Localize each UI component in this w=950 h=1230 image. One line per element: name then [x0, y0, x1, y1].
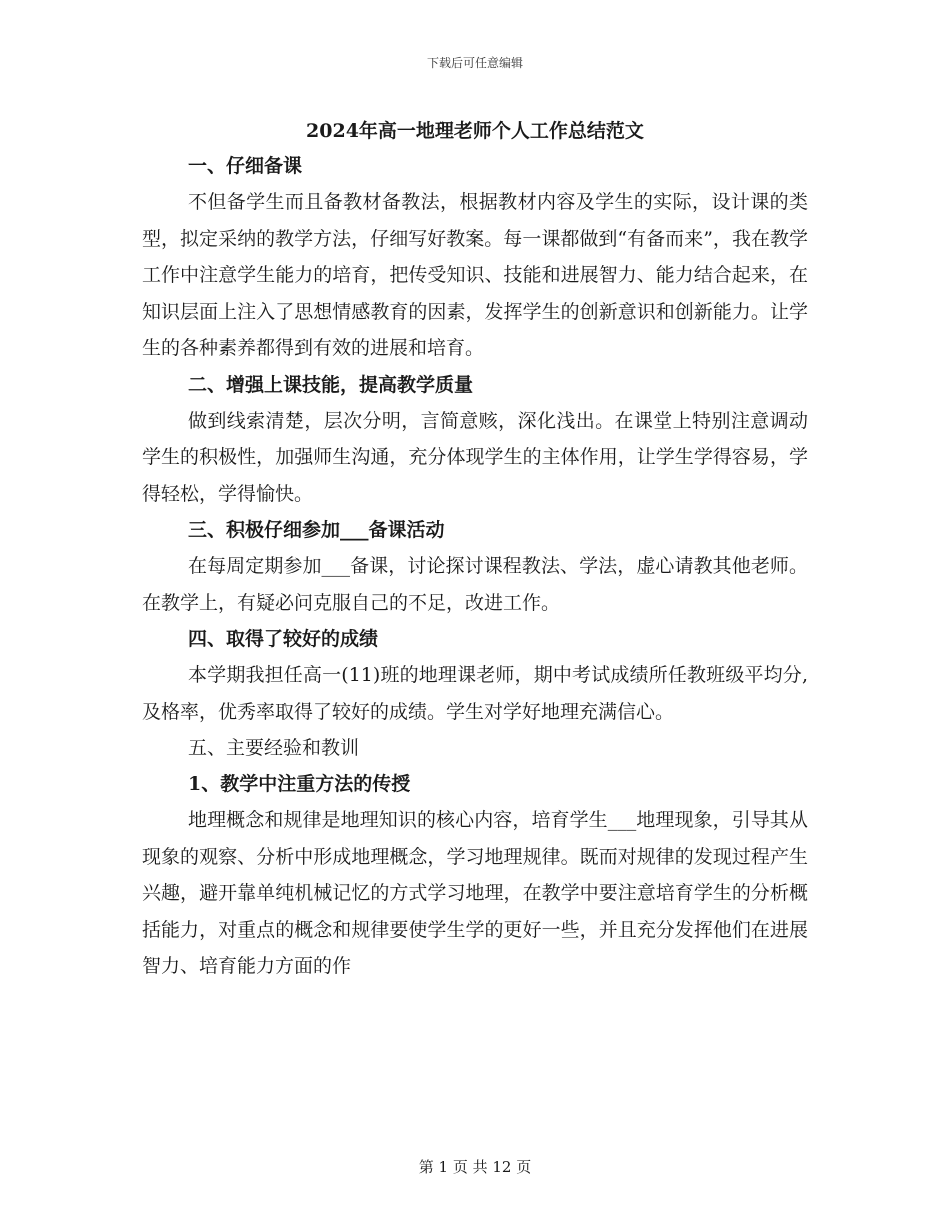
document-title: 2024年高一地理老师个人工作总结范文 — [306, 120, 644, 142]
section-3 — [142, 512, 808, 621]
section-paragraph: 本学期我担任高一(11)班的地理课老师，期中考试成绩所任教班级平均分,及格率，优秀率取得了较好的成绩。学生对学好地理充满信心。 — [142, 664, 808, 723]
page-header-note: 下载后可任意编辑 — [426, 56, 523, 70]
section-2 — [142, 367, 808, 513]
section-paragraph: 在每周定期参加___备课，讨论探讨课程教法、学法，虚心请教其他老师。在教学上，有疑必问克服自己的不足，改进工作。 — [142, 555, 808, 614]
section-heading: 一、仔细备课 — [188, 155, 303, 177]
section-6 — [142, 766, 808, 985]
section-paragraph: 地理概念和规律是地理知识的核心内容，培育学生___地理现象，引导其从现象的观察、分析中形成地理概念，学习地理规律。既而对规律的发现过程产生兴趣，避开靠单纯机械记忆的方式学习地理，在教学中要注意培育学生的分析概括能力，对重点的概念和规律要使学生学的更好一些，并且充分发挥他们在进展智力、培育能力方面的作 — [142, 809, 808, 977]
section-paragraph: 做到线索清楚，层次分明，言简意赅，深化浅出。在课堂上特别注意调动学生的积极性，加强师生沟通，充分体现学生的主体作用，让学生学得容易，学得轻松，学得愉快。 — [142, 409, 808, 505]
section-heading: 五、主要经验和教训 — [188, 737, 360, 759]
section-4 — [142, 621, 808, 730]
section-paragraph: 不但备学生而且备教材备教法，根据教材内容及学生的实际，设计课的类型，拟定采纳的教学方法，仔细写好教案。每一课都做到“有备而来”，我在教学工作中注意学生能力的培育，把传受知识、技能和进展智力、能力结合起来，在知识层面上注入了思想情感教育的因素，发挥学生的创新意识和创新能力。让学生的各种素养都得到有效的进展和培育。 — [142, 191, 808, 359]
page-footer: 第 1 页 共 12 页 — [418, 1158, 532, 1176]
section-1 — [142, 148, 808, 367]
section-heading: 三、积极仔细参加___备课活动 — [188, 519, 445, 541]
section-heading: 四、取得了较好的成绩 — [188, 628, 379, 650]
document-body — [142, 148, 808, 985]
section-heading: 二、增强上课技能，提高教学质量 — [188, 373, 474, 396]
section-5 — [142, 730, 808, 766]
section-heading: 1、教学中注重方法的传授 — [188, 773, 411, 795]
